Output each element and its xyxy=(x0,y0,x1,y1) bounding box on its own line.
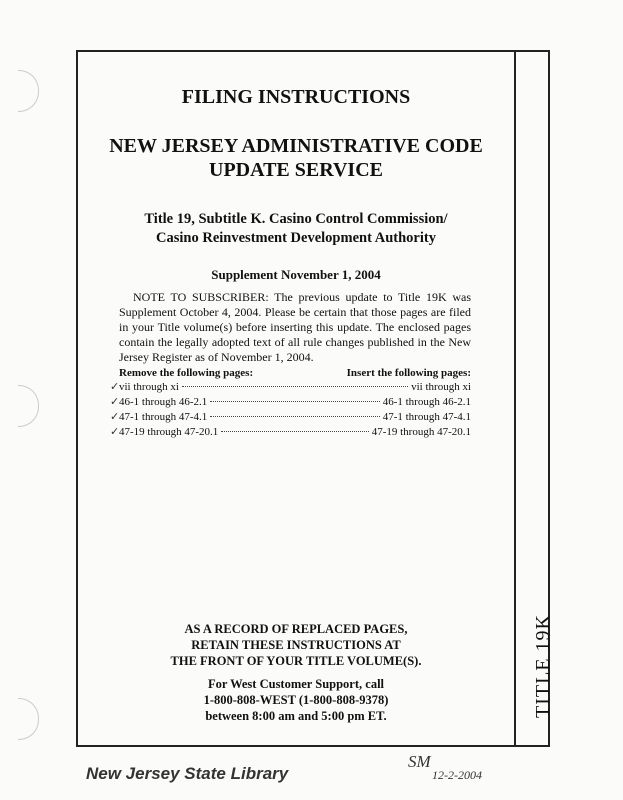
handwritten-date: 12-2-2004 xyxy=(432,768,482,782)
handwritten-initials: SM xyxy=(408,752,431,771)
code-update-heading xyxy=(80,134,512,182)
check-mark-icon: ✓ xyxy=(110,381,120,393)
pages-row xyxy=(110,396,471,408)
subscriber-note: NOTE TO SUBSCRIBER: The previous update to Title 19K was Supplement October 4, 2004. Please be certain that those pages are filed in your Title volume(s) before inserting this update. The enclosed pages contain the legally adopted text of all rule changes published in the New Jersey Register as of November 1, 2004. xyxy=(119,290,471,364)
title-tab-label: TITLE 19K xyxy=(532,614,554,718)
record-instruction xyxy=(80,621,512,669)
check-mark-icon: ✓ xyxy=(110,426,120,438)
remove-pages-value: vii through xi xyxy=(119,381,179,393)
insert-pages-header: Insert the following pages: xyxy=(346,367,471,379)
support-line-1: For West Customer Support, call xyxy=(207,677,385,691)
title-heading-line-2: Casino Reinvestment Development Authority xyxy=(156,230,436,246)
check-mark-icon: ✓ xyxy=(110,396,120,408)
remove-pages-value: 46-1 through 46-2.1 xyxy=(119,396,208,408)
support-hours: between 8:00 am and 5:00 pm ET. xyxy=(205,709,387,723)
code-heading-line-1: NEW JERSEY ADMINISTRATIVE CODE xyxy=(109,135,483,157)
insert-pages-value: 46-1 through 46-2.1 xyxy=(382,396,471,408)
punch-hole-middle xyxy=(18,385,39,427)
pages-row xyxy=(110,411,471,423)
leader-dots xyxy=(182,386,408,387)
code-heading-line-2: UPDATE SERVICE xyxy=(209,159,383,181)
pages-row xyxy=(110,426,471,438)
pages-table-header xyxy=(119,367,471,379)
tab-divider-line xyxy=(514,50,516,747)
filing-instructions-title: FILING INSTRUCTIONS xyxy=(181,86,411,108)
customer-support-info xyxy=(80,676,512,724)
check-mark-icon: ✓ xyxy=(110,411,120,423)
punch-hole-bottom xyxy=(18,698,39,740)
record-line-1: AS A RECORD OF REPLACED PAGES, xyxy=(184,622,408,636)
remove-pages-header: Remove the following pages: xyxy=(119,367,254,379)
leader-dots xyxy=(210,401,379,402)
record-line-2: RETAIN THESE INSTRUCTIONS AT xyxy=(191,638,401,652)
insert-pages-value: 47-1 through 47-4.1 xyxy=(382,411,471,423)
insert-pages-value: vii through xi xyxy=(411,381,471,393)
supplement-date: Supplement November 1, 2004 xyxy=(211,267,381,282)
title-heading-line-1: Title 19, Subtitle K. Casino Control Commission/ xyxy=(144,211,448,227)
leader-dots xyxy=(221,431,368,432)
library-stamp: New Jersey State Library xyxy=(86,764,289,783)
support-phone: 1-800-808-WEST (1-800-808-9378) xyxy=(203,693,389,707)
punch-hole-top xyxy=(18,70,39,112)
title-19k-heading xyxy=(80,210,512,248)
insert-pages-value: 47-19 through 47-20.1 xyxy=(371,426,471,438)
leader-dots xyxy=(210,416,379,417)
pages-row xyxy=(110,381,471,393)
remove-pages-value: 47-19 through 47-20.1 xyxy=(119,426,219,438)
record-line-3: THE FRONT OF YOUR TITLE VOLUME(S). xyxy=(170,654,422,668)
remove-pages-value: 47-1 through 47-4.1 xyxy=(119,411,208,423)
